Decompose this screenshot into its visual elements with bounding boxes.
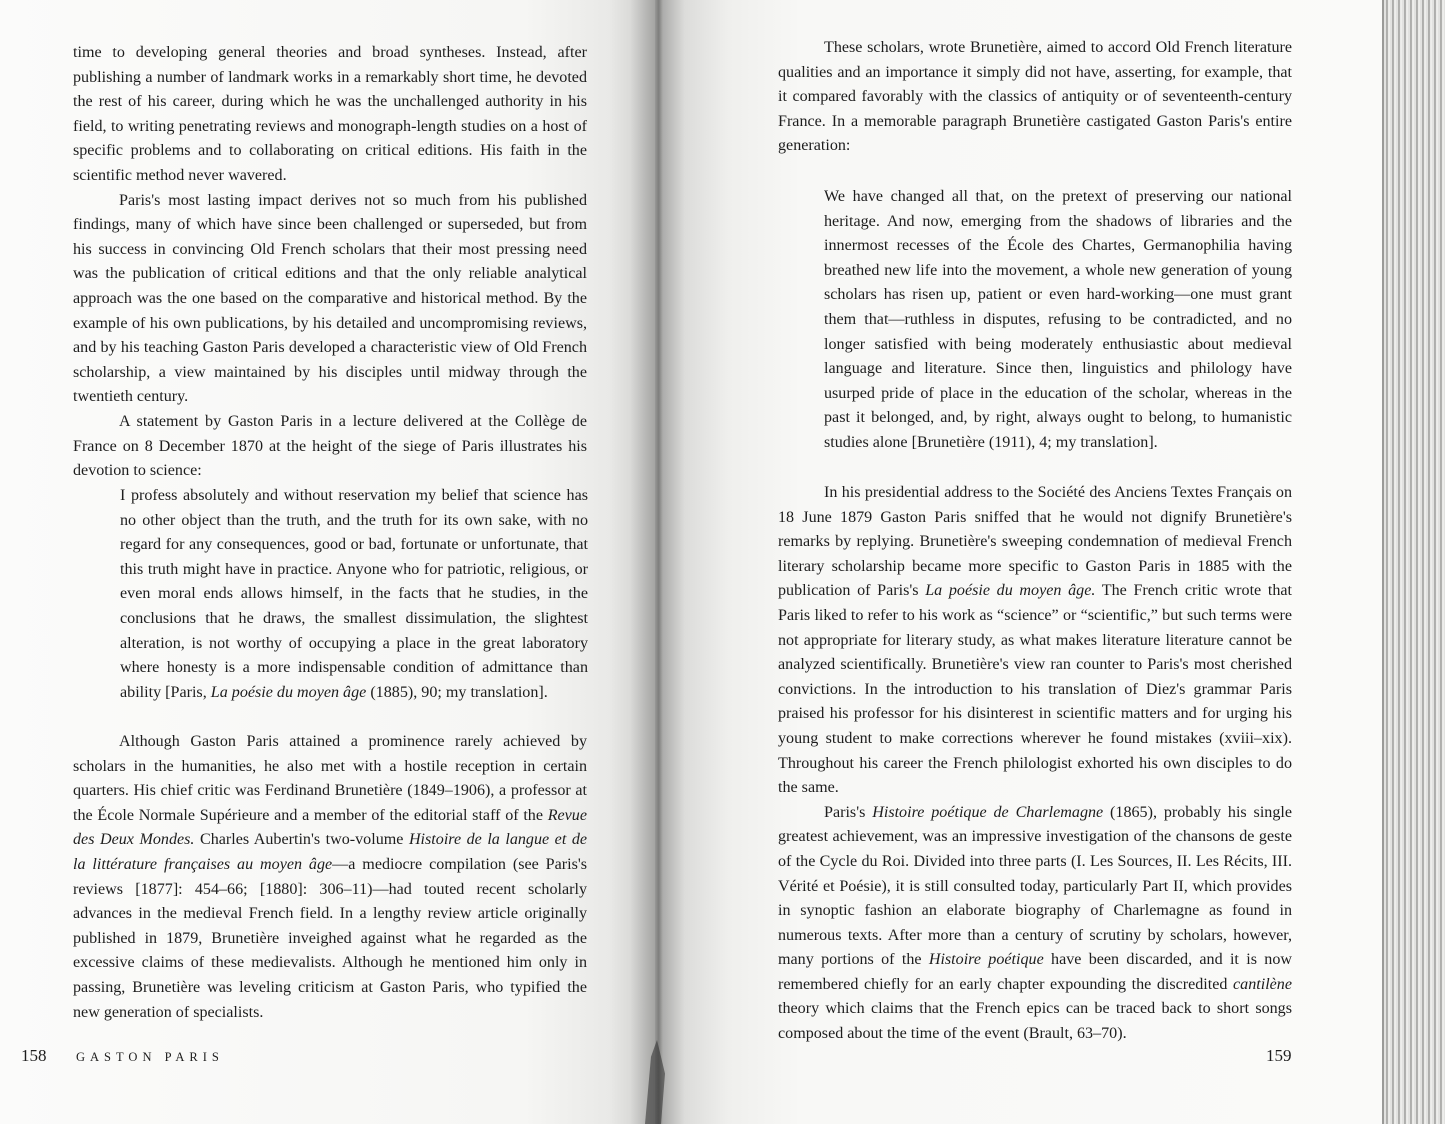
paragraph [778, 801, 1292, 1047]
left-page-body [73, 41, 587, 484]
text-run: Although Gaston Paris attained a prominence rarely achieved by scholars in the humanities, he also met with a hostile reception in certain quarters. His chief critic was Ferdinand Brunetière (1849–1906), a professor at the École Normale Supérieure and a member of the editorial staff of the [73, 733, 587, 824]
paragraph: A statement by Gaston Paris in a lecture delivered at the Collège de France on 8 December 1870 at the height of the siege of Paris illustrates his devotion to science: [73, 412, 587, 480]
book-title: Histoire poétique [928, 951, 1044, 969]
paragraph: Paris's most lasting impact derives not so much from his published findings, many of which have since been challenged or superseded, but from his success in convincing Old French scholars that their most pressing need was the publication of critical editions and that the only reliable analytical approach was the one based on the comparative and historical method. By the example of his own publications, by his detailed and uncompromising reviews, and by his teaching Gaston Paris developed a characteristic view of Old French scholarship, a view maintained by his disciples until midway through the twentieth century. [73, 191, 587, 406]
paragraph [778, 481, 1292, 801]
text-run: (1865), probably his single greatest achievement, was an impressive investigation of the chansons de geste of the Cycle du Roi. Divided into three parts (I. Les Sources, II. Les Récits, III. Vérité et Poésie), it is still consulted today, particularly Part II, which provides in synoptic fashion an elaborate biography of Charlemagne as found in numerous texts. After more than a century of scrutiny by scholars, however, many portions of the [778, 803, 1292, 969]
page-number-right: 159 [1266, 1046, 1292, 1065]
block-quote-brunetiere [824, 185, 1292, 456]
quote-book-title: La poésie du moyen âge [210, 683, 367, 701]
text-run: have been discarded, and it is now remembered chiefly for an early chapter expounding the discredited [778, 951, 1292, 993]
text-run: Paris's [824, 803, 873, 821]
quote-text: We have changed all that, on the pretext of preserving our national heritage. And now, emerging from the shadows of libraries and the innermost recesses of the École des Chartes, Germanophilia having breathed new life into the movement, a whole new generation of young scholars has risen up, patient or even hard-working—one must grant them that—ruthless in disputes, refusing to be contradicted, and no longer satisfied with being moderately enthusiastic about medieval language and literature. Since then, linguistics and philology have usurped pride of place in the education of the scholar, whereas in the past it belonged, and, by right, always ought to belong, to humanistic studies alone [Brunetière (1911), 4; my translation]. [824, 188, 1292, 451]
text-run: In his presidential address to the Société des Anciens Textes Français on 18 June 1879 Gaston Paris sniffed that he would not dignify Brunetière's remarks by replying. Brunetière's sweeping condemnation of medieval French literary scholarship became more specific to Gaston Paris in 1885 with the publication of Paris's [778, 484, 1292, 600]
paragraph [73, 730, 587, 1025]
text-run: The French critic wrote that Paris liked to refer to his work as “science” or “scientific,” but such terms were not appropriate for literary study, as what makes literature literature cannot be analyzed scientifically. Brunetière's view ran counter to Paris's most cherished convictions. In the introduction to his translation of Diez's grammar Paris praised his professor for his disinterest in scientific matters and for urging his young student to make corrections wherever he found mistakes (xviii–xix). Throughout his career the French philologist exhorted his own disciples to do the same. [778, 582, 1293, 797]
page-edges [1382, 0, 1445, 1124]
page-number-left: 158 [21, 1046, 47, 1065]
quote-text: I profess absolutely and without reservation my belief that science has no other object than the truth, and the truth for its own sake, with no regard for any consequences, good or bad, fortunate or unfortunate, that this truth might have in practice. Anyone who for patriotic, religious, or even moral ends allows himself, in the facts that he studies, in the conclusions that he draws, the smallest dissimulation, the slightest alteration, is not worthy of occupying a place in the great laboratory where honesty is a more indispensable condition of admittance than ability [Paris, [120, 487, 588, 701]
right-page-body-continued [778, 481, 1292, 1047]
book-title: Histoire poétique de Charlemagne [872, 803, 1104, 821]
text-run: —a mediocre compilation (see Paris's reviews [1877]: 454–66; [1880]: 306–11)—had touted recent scholarly advances in the medieval French field. In a lengthy review article originally published in 1879, Brunetière inveighed against what he regarded as the excessive claims of these medievalists. Although he mentioned him only in passing, Brunetière was leveling criticism at Gaston Paris, who typified the new generation of specialists. [73, 855, 588, 1021]
block-quote-paris [120, 484, 588, 705]
paragraph: time to developing general theories and broad syntheses. Instead, after publishing a number of landmark works in a remarkably short time, he devoted the rest of his career, during which he was the unchallenged authority in his field, to writing penetrating reviews and monograph-length studies on a host of specific problems and to collaborating on critical editions. His faith in the scientific method never wavered. [73, 44, 587, 184]
term: cantilène [1233, 975, 1292, 993]
right-page-body [778, 36, 1292, 159]
book-title: La poésie du moyen âge. [925, 582, 1096, 600]
text-run: Charles Aubertin's two-volume [194, 831, 409, 849]
text-run: theory which claims that the French epics can be traced back to short songs composed about the time of the event (Brault, 63–70). [778, 1000, 1292, 1043]
left-page-body-continued [73, 730, 587, 1025]
paragraph: These scholars, wrote Brunetière, aimed to accord Old French literature qualities and an importance it simply did not have, asserting, for example, that it compared favorably with the classics of antiquity or of seventeenth-century France. In a memorable paragraph Brunetière castigated Gaston Paris's entire generation: [778, 39, 1292, 155]
book-title: Histoire de la langue et de la littérature françaises au moyen âge [73, 831, 588, 873]
journal-title: Revue des Deux Mondes. [73, 806, 587, 849]
running-head: GASTON PARIS [76, 1050, 224, 1064]
quote-citation: (1885), 90; my translation]. [366, 683, 548, 701]
book-gutter [630, 0, 685, 1124]
